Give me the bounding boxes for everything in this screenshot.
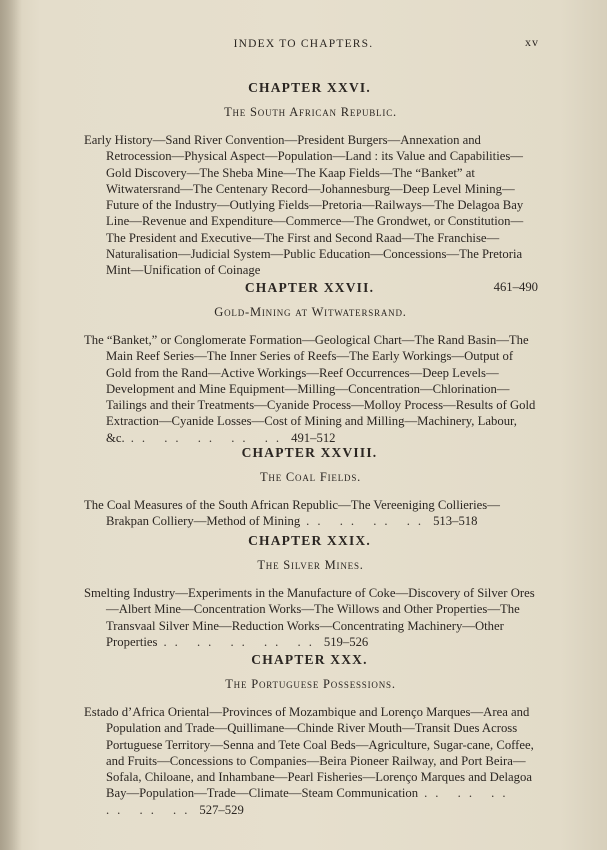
dot-leaders: .. .. .. .. .. xyxy=(163,634,320,649)
chapter-30 xyxy=(0,652,607,818)
chapter-contents xyxy=(0,704,538,818)
chapter-topics-line xyxy=(84,704,538,818)
chapter-subtitle: The Coal Fields. xyxy=(259,470,362,484)
chapter-subtitle: The Silver Mines. xyxy=(257,558,364,572)
page-range: 461–490 xyxy=(493,279,538,294)
chapter-contents xyxy=(0,332,538,446)
page-header xyxy=(0,35,607,58)
chapter-topics: The Coal Measures of the South African Republic—The Vereeniging Collieries—Brakpan Colliery—Method of Mining xyxy=(84,498,500,529)
chapter-topics-line xyxy=(84,585,538,650)
chapter-topics: The “Banket,” or Conglomerate Formation—Geological Chart—The Rand Basin—The Main Reef Series—The Inner Series of Reefs—The Early Workings—Output of Gold from the Rand—Active Workings—Reef Occurrences—Deep Levels—Development and Mine Equipment—Milling—Concentration—Chlorination—Tailings and their Treatments—Cyanide Process—Molloy Process—Results of Gold Extraction—Cyanide Losses—Cost of Mining and Milling—Machinery, Labour, &c. xyxy=(84,333,536,445)
chapter-28 xyxy=(0,445,607,530)
running-head: INDEX TO CHAPTERS. xyxy=(233,38,374,50)
chapter-29 xyxy=(0,533,607,650)
chapter-27 xyxy=(0,280,607,446)
chapter-title: CHAPTER XXVIII. xyxy=(241,445,378,460)
chapter-topics-line xyxy=(84,332,538,446)
dot-leaders: .. .. .. .. .. .. xyxy=(106,786,514,817)
chapter-topics: Smelting Industry—Experiments in the Manufacture of Coke—Discovery of Silver Ores—Albert Mine—Concentration Works—The Willows and Other Properties—The Transvaal Silver Mine—Reduction Works—Concentrating Machinery—Other Properties xyxy=(84,586,535,649)
chapter-title: CHAPTER XXIX. xyxy=(248,533,371,548)
chapter-subtitle: The Portuguese Possessions. xyxy=(225,677,396,691)
chapter-title: CHAPTER XXX. xyxy=(251,652,368,667)
chapter-contents xyxy=(0,585,538,650)
dot-leaders: .. .. .. .. .. xyxy=(130,430,288,445)
chapter-subtitle: Gold-Mining at Witwatersrand. xyxy=(214,305,407,319)
chapter-title: CHAPTER XXVI. xyxy=(248,80,371,95)
page-range: 527–529 xyxy=(199,802,244,817)
page-range: 513–518 xyxy=(433,514,478,529)
page-range: 491–512 xyxy=(291,430,336,445)
page-range: 519–526 xyxy=(323,634,369,649)
page-number: xv xyxy=(525,35,539,49)
chapter-topics: Estado d’Africa Oriental—Provinces of Mozambique and Lorenço Marques—Area and Population and Trade—Quillimane—Chinde River Mouth—Transit Dues Across Portuguese Territory—Senna and Tete Coal Beds—Agriculture, Sugar-cane, Coffee, and Fruits—Concessions to Companies—Beira Pioneer Railway, and Port Beira—Sofala, Chiloane, and Inhambane—Pearl Fisheries—Lorenço Marques and Delagoa Bay—Population—Trade—Climate—Steam Communication xyxy=(84,705,534,801)
chapter-topics-line xyxy=(84,497,538,530)
chapter-26 xyxy=(0,80,607,295)
dot-leaders: .. .. .. .. xyxy=(306,514,430,529)
chapter-contents xyxy=(0,132,538,295)
chapter-contents xyxy=(0,497,538,530)
chapter-title: CHAPTER XXVII. xyxy=(244,280,375,295)
chapter-subtitle: The South African Republic. xyxy=(224,105,397,119)
chapter-topics: Early History—Sand River Convention—President Burgers—Annexation and Retrocession—Physical Aspect—Population—Land : its Value and Capabilities—Gold Discovery—The Sheba Mine—The Kaap Fields—The “Banket” at Witwatersrand—The Centenary Record—Johannesburg—Deep Level Mining—Future of the Industry—Outlying Fields—Pretoria—Railways—The Delagoa Bay Line—Revenue and Expenditure—Commerce—The Grondwet, or Constitution—The President and Executive—The First and Second Raad—The Franchise—Naturalisation—Judicial System—Public Education—Concessions—The Pretoria Mint—Unification of Coinage xyxy=(84,133,524,278)
